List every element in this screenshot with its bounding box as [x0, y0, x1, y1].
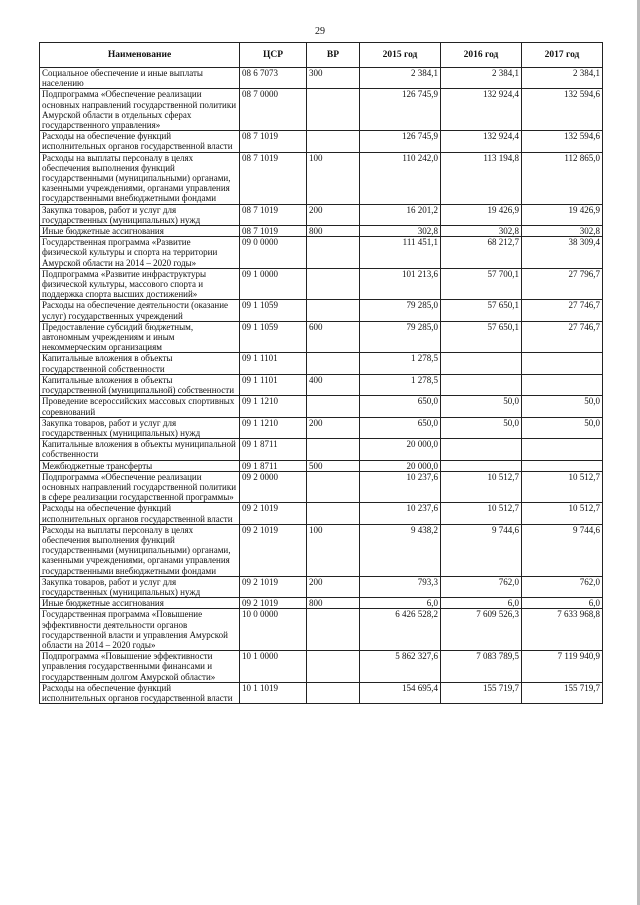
row-name: Государственная программа «Развитие физической культуры и спорта на территории Амурской области на 2014 – 2020 годы» — [40, 237, 240, 269]
page-number: 29 — [315, 26, 325, 37]
row-2017: 2 384,1 — [522, 68, 603, 89]
table-row — [40, 651, 603, 683]
row-csr: 09 1 0000 — [240, 268, 307, 300]
row-name: Предоставление субсидий бюджетным, автономным учреждениям и иным некоммерческим организациям — [40, 321, 240, 353]
row-2017: 19 426,9 — [522, 204, 603, 225]
row-2016: 132 924,4 — [441, 131, 522, 152]
table-row — [40, 353, 603, 374]
row-2015: 650,0 — [360, 417, 441, 438]
row-2015: 20 000,0 — [360, 460, 441, 471]
header-vr: ВР — [307, 43, 360, 68]
row-name: Проведение всероссийских массовых спортивных соревнований — [40, 396, 240, 417]
table-row — [40, 609, 603, 651]
row-2015: 10 237,6 — [360, 503, 441, 524]
row-name: Расходы на обеспечение функций исполнительных органов государственной власти — [40, 682, 240, 703]
row-2016: 2 384,1 — [441, 68, 522, 89]
row-2015: 126 745,9 — [360, 89, 441, 131]
row-2016: 7 083 789,5 — [441, 651, 522, 683]
row-2017: 762,0 — [522, 576, 603, 597]
row-csr: 09 1 1059 — [240, 321, 307, 353]
row-2017: 7 633 968,8 — [522, 609, 603, 651]
table-row — [40, 237, 603, 269]
row-csr: 09 2 1019 — [240, 524, 307, 576]
row-csr: 10 0 0000 — [240, 609, 307, 651]
row-2017 — [522, 439, 603, 460]
row-name: Расходы на обеспечение функций исполнительных органов государственной власти — [40, 131, 240, 152]
table-row — [40, 503, 603, 524]
row-vr: 500 — [307, 460, 360, 471]
table-row — [40, 300, 603, 321]
row-name: Капитальные вложения в объекты государственной (муниципальной) собственности — [40, 374, 240, 395]
row-name: Подпрограмма «Повышение эффективности управления государственными финансами и государственным долгом Амурской области» — [40, 651, 240, 683]
row-2016 — [441, 353, 522, 374]
row-vr — [307, 300, 360, 321]
row-2016: 762,0 — [441, 576, 522, 597]
table-row — [40, 417, 603, 438]
row-2015: 1 278,5 — [360, 374, 441, 395]
row-vr — [307, 651, 360, 683]
row-2015: 2 384,1 — [360, 68, 441, 89]
row-vr — [307, 237, 360, 269]
row-2017: 155 719,7 — [522, 682, 603, 703]
row-csr: 08 7 1019 — [240, 152, 307, 204]
row-2015: 101 213,6 — [360, 268, 441, 300]
table-row — [40, 598, 603, 609]
row-csr: 10 1 1019 — [240, 682, 307, 703]
row-vr: 200 — [307, 204, 360, 225]
row-2015: 650,0 — [360, 396, 441, 417]
row-csr: 09 1 1210 — [240, 417, 307, 438]
row-csr: 08 7 1019 — [240, 204, 307, 225]
row-csr: 10 1 0000 — [240, 651, 307, 683]
row-2017: 38 309,4 — [522, 237, 603, 269]
table-row — [40, 268, 603, 300]
row-csr: 08 7 1019 — [240, 226, 307, 237]
row-vr — [307, 682, 360, 703]
row-csr: 09 1 1101 — [240, 353, 307, 374]
row-2015: 10 237,6 — [360, 471, 441, 503]
table-row — [40, 374, 603, 395]
row-2016: 132 924,4 — [441, 89, 522, 131]
row-2015: 79 285,0 — [360, 300, 441, 321]
row-name: Иные бюджетные ассигнования — [40, 598, 240, 609]
row-2015: 20 000,0 — [360, 439, 441, 460]
row-csr: 09 2 1019 — [240, 503, 307, 524]
table-row — [40, 226, 603, 237]
row-vr: 300 — [307, 68, 360, 89]
row-2017 — [522, 353, 603, 374]
row-vr — [307, 503, 360, 524]
row-csr: 09 2 1019 — [240, 576, 307, 597]
row-2016: 68 212,7 — [441, 237, 522, 269]
row-name: Социальное обеспечение и иные выплаты населению — [40, 68, 240, 89]
row-2017: 50,0 — [522, 417, 603, 438]
table-row — [40, 89, 603, 131]
header-csr: ЦСР — [240, 43, 307, 68]
row-name: Закупка товаров, работ и услуг для государственных (муниципальных) нужд — [40, 417, 240, 438]
row-2016: 302,8 — [441, 226, 522, 237]
row-name: Иные бюджетные ассигнования — [40, 226, 240, 237]
row-2016: 19 426,9 — [441, 204, 522, 225]
header-2017: 2017 год — [522, 43, 603, 68]
row-csr: 09 2 1019 — [240, 598, 307, 609]
row-vr — [307, 609, 360, 651]
header-name: Наименование — [40, 43, 240, 68]
table-row — [40, 68, 603, 89]
row-vr — [307, 439, 360, 460]
row-vr: 400 — [307, 374, 360, 395]
row-csr: 09 1 1210 — [240, 396, 307, 417]
row-2017: 10 512,7 — [522, 503, 603, 524]
row-2016 — [441, 439, 522, 460]
row-2015: 1 278,5 — [360, 353, 441, 374]
row-vr: 100 — [307, 152, 360, 204]
row-name: Подпрограмма «Развитие инфраструктуры физической культуры, массового спорта и поддержка спорта высших достижений» — [40, 268, 240, 300]
row-2016: 7 609 526,3 — [441, 609, 522, 651]
row-name: Расходы на обеспечение функций исполнительных органов государственной власти — [40, 503, 240, 524]
row-2015: 111 451,1 — [360, 237, 441, 269]
table-row — [40, 576, 603, 597]
row-2016: 155 719,7 — [441, 682, 522, 703]
row-vr: 800 — [307, 598, 360, 609]
row-name: Капитальные вложения в объекты государственной собственности — [40, 353, 240, 374]
row-2017: 50,0 — [522, 396, 603, 417]
row-csr: 09 1 8711 — [240, 460, 307, 471]
table-row — [40, 682, 603, 703]
row-2017: 112 865,0 — [522, 152, 603, 204]
row-2015: 9 438,2 — [360, 524, 441, 576]
budget-table — [39, 42, 603, 704]
row-2016: 113 194,8 — [441, 152, 522, 204]
row-vr: 200 — [307, 417, 360, 438]
row-vr: 100 — [307, 524, 360, 576]
table-row — [40, 204, 603, 225]
row-2015: 6,0 — [360, 598, 441, 609]
row-csr: 09 1 1101 — [240, 374, 307, 395]
row-2015: 16 201,2 — [360, 204, 441, 225]
row-csr: 08 7 0000 — [240, 89, 307, 131]
row-name: Межбюджетные трансферты — [40, 460, 240, 471]
row-name: Закупка товаров, работ и услуг для государственных (муниципальных) нужд — [40, 576, 240, 597]
row-name: Подпрограмма «Обеспечение реализации основных направлений государственной политики в сфере реализации государственной программы» — [40, 471, 240, 503]
row-vr — [307, 89, 360, 131]
row-name: Расходы на обеспечение деятельности (оказание услуг) государственных учреждений — [40, 300, 240, 321]
row-csr: 09 2 0000 — [240, 471, 307, 503]
row-2017: 10 512,7 — [522, 471, 603, 503]
row-2016: 10 512,7 — [441, 471, 522, 503]
row-2016 — [441, 460, 522, 471]
row-2016: 57 700,1 — [441, 268, 522, 300]
row-2016: 50,0 — [441, 396, 522, 417]
row-vr — [307, 268, 360, 300]
row-name: Расходы на выплаты персоналу в целях обеспечения выполнения функций государственными (муниципальными) органами, казенными учреждениями, органами управления государственными внебюджетными фондами — [40, 152, 240, 204]
row-2015: 5 862 327,6 — [360, 651, 441, 683]
row-2016: 57 650,1 — [441, 300, 522, 321]
row-csr: 09 0 0000 — [240, 237, 307, 269]
row-csr: 08 7 1019 — [240, 131, 307, 152]
row-vr: 600 — [307, 321, 360, 353]
row-vr — [307, 131, 360, 152]
row-name: Закупка товаров, работ и услуг для государственных (муниципальных) нужд — [40, 204, 240, 225]
row-2016: 9 744,6 — [441, 524, 522, 576]
table-body — [40, 68, 603, 704]
table-row — [40, 396, 603, 417]
header-2016: 2016 год — [441, 43, 522, 68]
row-2015: 126 745,9 — [360, 131, 441, 152]
row-vr: 200 — [307, 576, 360, 597]
row-2016: 50,0 — [441, 417, 522, 438]
row-2017 — [522, 374, 603, 395]
row-2017: 132 594,6 — [522, 131, 603, 152]
row-2015: 793,3 — [360, 576, 441, 597]
table-row — [40, 471, 603, 503]
row-vr — [307, 353, 360, 374]
row-vr: 800 — [307, 226, 360, 237]
row-name: Расходы на выплаты персоналу в целях обеспечения выполнения функций государственными (муниципальными) органами, казенными учреждениями, органами управления государственными внебюджетными фондами — [40, 524, 240, 576]
row-csr: 08 6 7073 — [240, 68, 307, 89]
row-2017: 302,8 — [522, 226, 603, 237]
row-2017: 27 746,7 — [522, 300, 603, 321]
table-row — [40, 321, 603, 353]
table-row — [40, 152, 603, 204]
row-2017: 6,0 — [522, 598, 603, 609]
table-row — [40, 460, 603, 471]
row-2017: 9 744,6 — [522, 524, 603, 576]
row-2015: 302,8 — [360, 226, 441, 237]
row-name: Государственная программа «Повышение эффективности деятельности органов государственной власти и управления Амурской области на 2014 – 2020 годы» — [40, 609, 240, 651]
row-2016: 57 650,1 — [441, 321, 522, 353]
row-2017: 7 119 940,9 — [522, 651, 603, 683]
row-2016: 6,0 — [441, 598, 522, 609]
row-2016 — [441, 374, 522, 395]
row-csr: 09 1 1059 — [240, 300, 307, 321]
row-name: Капитальные вложения в объекты муниципальной собственности — [40, 439, 240, 460]
header-2015: 2015 год — [360, 43, 441, 68]
table-header — [40, 43, 603, 68]
row-2015: 154 695,4 — [360, 682, 441, 703]
row-2017: 132 594,6 — [522, 89, 603, 131]
row-csr: 09 1 8711 — [240, 439, 307, 460]
row-2015: 110 242,0 — [360, 152, 441, 204]
table-row — [40, 439, 603, 460]
table-row — [40, 131, 603, 152]
row-name: Подпрограмма «Обеспечение реализации основных направлений государственной политики Амурской области в отдельных сферах государственного управления» — [40, 89, 240, 131]
row-2017: 27 796,7 — [522, 268, 603, 300]
row-2015: 6 426 528,2 — [360, 609, 441, 651]
table-row — [40, 524, 603, 576]
row-2015: 79 285,0 — [360, 321, 441, 353]
row-2017: 27 746,7 — [522, 321, 603, 353]
row-2016: 10 512,7 — [441, 503, 522, 524]
header-row — [40, 43, 603, 68]
row-vr — [307, 471, 360, 503]
row-vr — [307, 396, 360, 417]
row-2017 — [522, 460, 603, 471]
